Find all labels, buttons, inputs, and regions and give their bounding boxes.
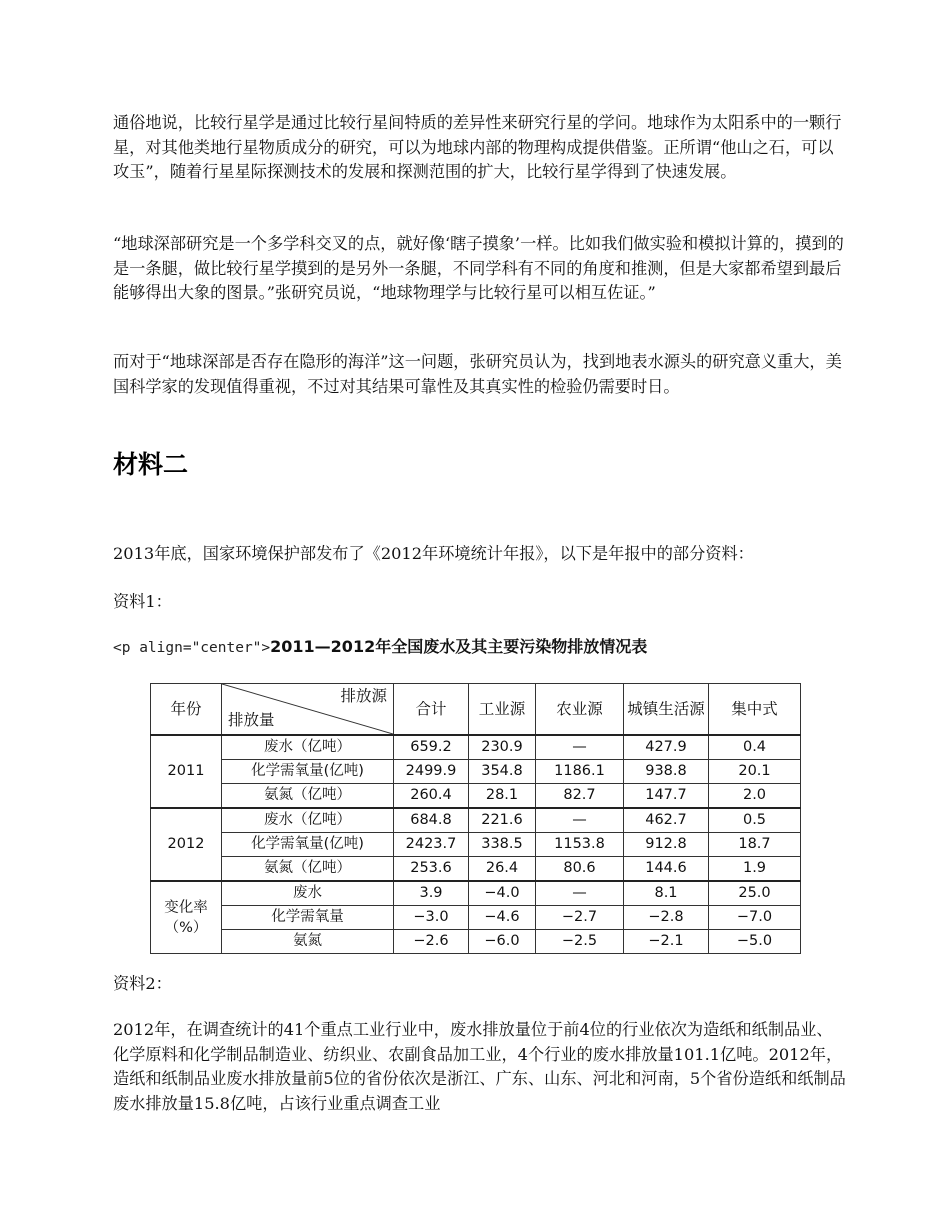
item-cell: 化学需氧量(亿吨): [222, 760, 394, 784]
value-cell: 253.6: [394, 857, 469, 882]
label-material-1: 资料1：: [113, 592, 172, 611]
value-cell: 0.5: [709, 808, 801, 833]
header-agricultural: 农业源: [536, 684, 624, 736]
wastewater-emission-table: [150, 683, 801, 954]
value-cell: 2423.7: [394, 833, 469, 857]
label-material-2: 资料2：: [113, 974, 172, 993]
table-row: [151, 808, 801, 833]
item-cell: 废水（亿吨）: [222, 808, 394, 833]
item-cell: 化学需氧量: [222, 906, 394, 930]
value-cell: −3.0: [394, 906, 469, 930]
change-rate-cell: 变化率（%）: [151, 881, 222, 954]
paragraph-industry-wastewater: 2012年，在调查统计的41个重点工业行业中，废水排放量位于前4位的行业依次为造纸和纸制品业、化学原料和化学制品制造业、纺织业、农副食品加工业，4个行业的废水排放量101.1亿吨。2012年，造纸和纸制品业废水排放量前5位的省份依次是浙江、广东、山东、河北和河南，5个省份造纸和纸制品废水排放量15.8亿吨，占该行业重点调查工业: [113, 1020, 846, 1113]
table-row: [151, 735, 801, 760]
value-cell: 18.7: [709, 833, 801, 857]
item-cell: 化学需氧量(亿吨): [222, 833, 394, 857]
table-row: [151, 857, 801, 882]
year-cell: 2011: [151, 735, 222, 808]
table-row: [151, 760, 801, 784]
header-total: 合计: [394, 684, 469, 736]
value-cell: 427.9: [624, 735, 709, 760]
value-cell: 1.9: [709, 857, 801, 882]
value-cell: 1186.1: [536, 760, 624, 784]
value-cell: −2.1: [624, 930, 709, 954]
item-cell: 氨氮（亿吨）: [222, 857, 394, 882]
value-cell: 20.1: [709, 760, 801, 784]
section-heading-material-two: 材料二: [113, 450, 189, 479]
header-emission-amount: 排放量: [228, 711, 275, 729]
value-cell: 25.0: [709, 881, 801, 906]
value-cell: 3.9: [394, 881, 469, 906]
table-caption: [113, 634, 647, 657]
value-cell: 1153.8: [536, 833, 624, 857]
paragraph-deep-earth-research: “地球深部研究是一个多学科交叉的点，就好像‘瞎子摸象’一样。比如我们做实验和模拟计算的，摸到的是一条腿，做比较行星学摸到的是另外一条腿，不同学科有不同的角度和推测，但是大家都希望到最后能够得出大象的图景。”张研究员说，“地球物理学与比较行星可以相互佐证。”: [113, 234, 844, 302]
table-row: [151, 784, 801, 809]
header-emission-source: 排放源: [340, 687, 387, 705]
value-cell: 912.8: [624, 833, 709, 857]
value-cell: 684.8: [394, 808, 469, 833]
value-cell: 80.6: [536, 857, 624, 882]
header-year: 年份: [151, 684, 222, 736]
value-cell: 230.9: [469, 735, 536, 760]
item-cell: 氨氮: [222, 930, 394, 954]
caption-html-tag: <p align="center">: [113, 640, 271, 656]
value-cell: 82.7: [536, 784, 624, 809]
value-cell: 659.2: [394, 735, 469, 760]
value-cell: —: [536, 881, 624, 906]
header-urban: 城镇生活源: [624, 684, 709, 736]
table-row: [151, 930, 801, 954]
paragraph-comparative-planetology: 通俗地说，比较行星学是通过比较行星间特质的差异性来研究行星的学问。地球作为太阳系中的一颗行星，对其他类地行星物质成分的研究，可以为地球内部的物理构成提供借鉴。正所谓“他山之石，可以攻玉”，随着行星星际探测技术的发展和探测范围的扩大，比较行星学得到了快速发展。: [113, 113, 842, 181]
header-centralized: 集中式: [709, 684, 801, 736]
value-cell: 0.4: [709, 735, 801, 760]
value-cell: 28.1: [469, 784, 536, 809]
value-cell: 2.0: [709, 784, 801, 809]
value-cell: −4.0: [469, 881, 536, 906]
table-row: [151, 906, 801, 930]
value-cell: 462.7: [624, 808, 709, 833]
header-diagonal-cell: [222, 684, 394, 736]
header-industrial: 工业源: [469, 684, 536, 736]
paragraph-environment-report: 2013年底，国家环境保护部发布了《2012年环境统计年报》，以下是年报中的部分资料：: [113, 544, 754, 563]
value-cell: −6.0: [469, 930, 536, 954]
caption-title: 2011—2012年全国废水及其主要污染物排放情况表: [270, 637, 648, 656]
value-cell: −2.8: [624, 906, 709, 930]
table-row: [151, 881, 801, 906]
value-cell: −2.5: [536, 930, 624, 954]
value-cell: −2.6: [394, 930, 469, 954]
item-cell: 废水（亿吨）: [222, 735, 394, 760]
value-cell: —: [536, 735, 624, 760]
value-cell: —: [536, 808, 624, 833]
paragraph-hidden-ocean: 而对于“地球深部是否存在隐形的海洋”这一问题，张研究员认为，找到地表水源头的研究意义重大，美国科学家的发现值得重视，不过对其结果可靠性及其真实性的检验仍需要时日。: [113, 352, 842, 396]
value-cell: 144.6: [624, 857, 709, 882]
value-cell: 221.6: [469, 808, 536, 833]
value-cell: 938.8: [624, 760, 709, 784]
value-cell: −2.7: [536, 906, 624, 930]
value-cell: 147.7: [624, 784, 709, 809]
value-cell: 26.4: [469, 857, 536, 882]
value-cell: 338.5: [469, 833, 536, 857]
value-cell: −5.0: [709, 930, 801, 954]
value-cell: 354.8: [469, 760, 536, 784]
value-cell: −4.6: [469, 906, 536, 930]
table-row: [151, 833, 801, 857]
item-cell: 氨氮（亿吨）: [222, 784, 394, 809]
item-cell: 废水: [222, 881, 394, 906]
table-header-row: [151, 684, 801, 736]
year-cell: 2012: [151, 808, 222, 881]
value-cell: 260.4: [394, 784, 469, 809]
value-cell: 8.1: [624, 881, 709, 906]
value-cell: 2499.9: [394, 760, 469, 784]
value-cell: −7.0: [709, 906, 801, 930]
